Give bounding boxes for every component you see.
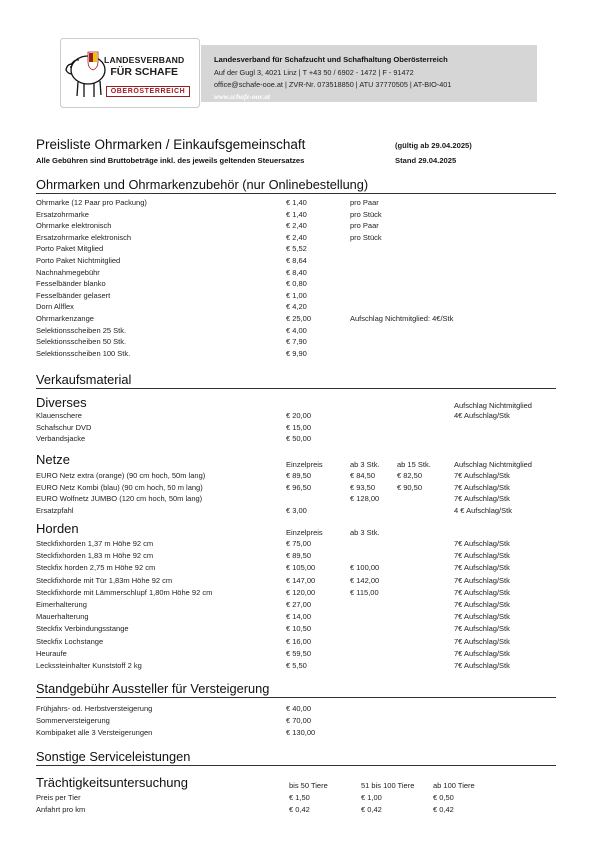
item-name: Kombipaket alle 3 Versteigerungen	[36, 727, 153, 737]
item-price-ab100: € 0,50	[433, 793, 454, 802]
price-row	[36, 793, 556, 804]
item-surcharge: 7€ Aufschlag/Stk	[454, 661, 510, 670]
item-price: € 15,00	[286, 422, 312, 432]
item-price-ab3: € 84,50	[350, 471, 376, 480]
item-price: € 8,64	[286, 256, 307, 265]
item-price: € 130,00	[286, 727, 316, 737]
item-surcharge: 7€ Aufschlag/Stk	[454, 587, 510, 597]
item-name: Preis per Tier	[36, 793, 81, 802]
item-surcharge: 7€ Aufschlag/Stk	[454, 471, 510, 480]
price-row	[36, 539, 556, 550]
item-name: Steckfixhorde mit Lämmerschlupf 1,80m Höhe 92 cm	[36, 587, 213, 597]
price-row	[36, 244, 556, 255]
item-price-bis50: € 0,42	[289, 804, 310, 814]
item-price-ab3: € 93,50	[350, 482, 376, 492]
item-name: Nachnahmegebühr	[36, 267, 100, 277]
item-price: € 2,40	[286, 232, 307, 242]
item-price-51bis100: € 0,42	[361, 804, 382, 814]
price-row	[36, 349, 556, 360]
item-price: € 1,40	[286, 209, 307, 219]
org-contact: office@schafe-ooe.at | ZVR-Nr. 073518850 | ATU 37770505 | AT-BIO-401	[214, 80, 452, 89]
validity-date: (gültig ab 29.04.2025)	[395, 141, 472, 150]
price-row	[36, 588, 556, 599]
price-row	[36, 221, 556, 232]
item-name: Sommerversteigerung	[36, 715, 110, 725]
price-row	[36, 600, 556, 611]
price-row	[36, 649, 556, 660]
price-row	[36, 637, 556, 648]
price-row	[36, 268, 556, 279]
item-price: € 40,00	[286, 704, 312, 713]
item-name: Heuraufe	[36, 648, 67, 658]
item-price-ab15: € 90,50	[397, 482, 423, 492]
price-row	[36, 494, 556, 505]
org-name: Landesverband für Schafzucht und Schafhaltung Oberösterreich	[214, 55, 448, 64]
col-header-surcharge: Aufschlag Nichtmitglied	[454, 401, 532, 410]
item-name: Dorn Allflex	[36, 302, 74, 312]
col-header-einzelpreis: Einzelpreis	[286, 460, 323, 469]
section-ohrmarken	[36, 177, 556, 192]
item-name: Steckfix Lochstange	[36, 636, 104, 646]
price-row	[36, 483, 556, 494]
section-title: Verkaufsmaterial	[36, 372, 132, 387]
item-name: EURO Wolfnetz JUMBO (120 cm hoch, 50m lang)	[36, 494, 203, 504]
item-note: pro Paar	[350, 198, 379, 207]
price-row	[36, 291, 556, 302]
item-price: € 59,50	[286, 648, 312, 658]
item-surcharge: 7€ Aufschlag/Stk	[454, 648, 510, 658]
section-standgebuehr	[36, 681, 556, 696]
item-name: Steckfixhorden 1,37 m Höhe 92 cm	[36, 539, 154, 548]
item-price-ab3: € 115,00	[350, 587, 379, 597]
item-price: € 1,40	[286, 198, 307, 207]
item-name: Frühjahrs- od. Herbstversteigerung	[36, 704, 153, 713]
logo-banner-text: OBERÖSTERREICH	[110, 88, 186, 95]
item-surcharge: 7€ Aufschlag/Stk	[454, 612, 510, 622]
section-divider	[36, 697, 556, 698]
org-address: Auf der Gugl 3, 4021 Linz | T +43 50 / 6902 - 1472 | F - 91472	[214, 68, 414, 77]
col-header-ab3: ab 3 Stk.	[350, 460, 380, 469]
item-price: € 147,00	[286, 575, 316, 585]
item-price-ab3: € 142,00	[350, 575, 380, 585]
section-divider	[36, 388, 556, 389]
item-price: € 4,00	[286, 325, 307, 335]
item-name: Leckssteinhalter Kunststoff 2 kg	[36, 661, 142, 670]
item-price: € 5,50	[286, 661, 307, 670]
price-row	[36, 326, 556, 337]
item-name: Eimerhalterung	[36, 600, 87, 609]
page-subtitle: Alle Gebühren sind Bruttobeträge inkl. des jeweils geltenden Steuersatzes	[36, 156, 305, 165]
item-name: Ersatzpfahl	[36, 505, 74, 515]
section-title: Sonstige Serviceleistungen	[36, 749, 191, 764]
item-name: Selektionsscheiben 50 Stk.	[36, 337, 127, 347]
item-name: Porto Paket Mitglied	[36, 244, 104, 254]
price-row	[36, 198, 556, 209]
item-price: € 9,90	[286, 348, 307, 358]
item-name: Ohrmarke (12 Paar pro Packung)	[36, 198, 147, 207]
item-price: € 120,00	[286, 587, 316, 597]
stand-date: Stand 29.04.2025	[395, 156, 457, 165]
price-row	[36, 551, 556, 562]
price-row	[36, 805, 556, 816]
item-price: € 1,00	[286, 290, 307, 300]
item-price: € 96,50	[286, 482, 312, 492]
item-name: Selektionsscheiben 25 Stk.	[36, 325, 127, 335]
item-price: € 20,00	[286, 411, 312, 420]
price-row	[36, 576, 556, 587]
item-name: Steckfixhorden 1,83 m Höhe 92 cm	[36, 551, 154, 561]
subsection-diverses: Diverses	[36, 395, 87, 410]
price-row	[36, 704, 556, 715]
item-name: Mauerhalterung	[36, 612, 89, 622]
col-header-51bis100: 51 bis 100 Tiere	[361, 781, 415, 790]
subsection-horden: Horden	[36, 521, 79, 536]
price-row	[36, 302, 556, 313]
item-price-ab3: € 100,00	[350, 563, 380, 573]
item-surcharge: 7€ Aufschlag/Stk	[454, 636, 510, 646]
col-header-ab100: ab 100 Tiere	[433, 781, 475, 790]
item-name: Verbandsjacke	[36, 434, 86, 444]
item-price: € 2,40	[286, 221, 307, 231]
item-surcharge: 7€ Aufschlag/Stk	[454, 575, 510, 585]
price-row	[36, 612, 556, 623]
logo-text	[104, 54, 184, 78]
price-row	[36, 314, 556, 325]
section-divider	[36, 765, 556, 766]
price-row	[36, 411, 556, 422]
col-header-einzelpreis: Einzelpreis	[286, 528, 323, 537]
section-divider	[36, 193, 556, 194]
price-row	[36, 661, 556, 672]
item-price-bis50: € 1,50	[289, 793, 310, 802]
price-row	[36, 728, 556, 739]
item-surcharge: 7€ Aufschlag/Stk	[454, 624, 510, 634]
price-row	[36, 563, 556, 574]
item-note: pro Paar	[350, 221, 379, 231]
section-title: Ohrmarken und Ohrmarkenzubehör (nur Onlinebestellung)	[36, 177, 369, 192]
price-row	[36, 624, 556, 635]
col-header-surcharge: Aufschlag Nichtmitglied	[454, 460, 532, 469]
item-name: Ohrmarkenzange	[36, 314, 94, 323]
col-header-ab3: ab 3 Stk.	[350, 528, 380, 537]
item-name: Steckfixhorde mit Tür 1,83m Höhe 92 cm	[36, 575, 173, 585]
item-name: Ersatzohrmarke	[36, 209, 89, 219]
item-price: € 7,90	[286, 337, 307, 347]
item-price: € 0,80	[286, 279, 307, 289]
org-website-link[interactable]: www.schafe-ooe.at	[214, 92, 271, 101]
item-name: EURO Netz Kombi (blau) (90 cm hoch, 50 m lang)	[36, 482, 203, 492]
item-surcharge: 7€ Aufschlag/Stk	[454, 600, 510, 609]
item-name: Ersatzohrmarke elektronisch	[36, 232, 132, 242]
item-price: € 70,00	[286, 715, 312, 725]
item-price: € 75,00	[286, 539, 312, 548]
item-price: € 16,00	[286, 636, 312, 646]
item-price: € 89,50	[286, 471, 312, 480]
price-row	[36, 506, 556, 517]
item-name: Schafschur DVD	[36, 422, 92, 432]
item-price: € 105,00	[286, 563, 316, 573]
item-surcharge: 7€ Aufschlag/Stk	[454, 482, 510, 492]
logo-banner	[106, 86, 190, 97]
section-verkaufsmaterial	[36, 372, 556, 387]
item-name: Anfahrt pro km	[36, 804, 86, 814]
price-row	[36, 337, 556, 348]
item-note: Aufschlag Nichtmitglied: 4€/Stk	[350, 314, 454, 323]
price-row	[36, 423, 556, 434]
price-row	[36, 279, 556, 290]
item-name: Klauenschere	[36, 411, 82, 420]
section-title: Standgebühr Aussteller für Versteigerung	[36, 681, 270, 696]
item-surcharge: 4€ Aufschlag/Stk	[454, 411, 510, 420]
item-price: € 14,00	[286, 612, 312, 622]
item-price-ab100: € 0,42	[433, 804, 454, 814]
price-row	[36, 256, 556, 267]
price-row	[36, 471, 556, 482]
item-name: Fesselbänder gelasert	[36, 290, 111, 300]
org-header	[201, 45, 537, 102]
item-price: € 25,00	[286, 314, 312, 323]
item-name: Steckfix horden 2,75 m Höhe 92 cm	[36, 563, 156, 573]
item-price-ab15: € 82,50	[397, 471, 423, 480]
item-name: Ohrmarke elektronisch	[36, 221, 112, 231]
logo-line2: FÜR SCHAFE	[110, 66, 179, 78]
price-row	[36, 233, 556, 244]
item-surcharge: 7€ Aufschlag/Stk	[454, 563, 510, 573]
col-header-ab15: ab 15 Stk.	[397, 460, 431, 469]
item-price-ab3: € 128,00	[350, 494, 380, 504]
item-surcharge: 7€ Aufschlag/Stk	[454, 551, 510, 561]
item-surcharge: 4 € Aufschlag/Stk	[454, 505, 512, 515]
page-title: Preisliste Ohrmarken / Einkaufsgemeinschaft	[36, 137, 306, 152]
item-name: Steckfix Verbindungsstange	[36, 624, 129, 634]
item-note: pro Stück	[350, 209, 382, 219]
item-price-51bis100: € 1,00	[361, 793, 382, 802]
item-price: € 10,50	[286, 624, 312, 634]
price-row	[36, 210, 556, 221]
price-row	[36, 434, 556, 445]
item-price: € 50,00	[286, 434, 312, 444]
col-header-bis50: bis 50 Tiere	[289, 781, 328, 790]
subsection-netze: Netze	[36, 452, 70, 467]
item-price: € 4,20	[286, 302, 307, 312]
item-price: € 3,00	[286, 505, 307, 515]
item-name: Selektionsscheiben 100 Stk.	[36, 348, 131, 358]
price-row	[36, 716, 556, 727]
item-price: € 89,50	[286, 551, 312, 561]
item-surcharge: 7€ Aufschlag/Stk	[454, 494, 510, 504]
item-name: Fesselbänder blanko	[36, 279, 106, 289]
item-note: pro Stück	[350, 232, 382, 242]
item-price: € 5,52	[286, 244, 307, 254]
item-price: € 27,00	[286, 600, 312, 609]
item-price: € 8,40	[286, 267, 307, 277]
section-service	[36, 749, 556, 764]
logo-line1: LANDESVERBAND	[104, 55, 185, 65]
item-surcharge: 7€ Aufschlag/Stk	[454, 539, 510, 548]
item-name: Porto Paket Nichtmitglied	[36, 256, 121, 265]
item-name: EURO Netz extra (orange) (90 cm hoch, 50m lang)	[36, 471, 206, 480]
subsection-traechtigkeit: Trächtigkeitsuntersuchung	[36, 775, 188, 790]
